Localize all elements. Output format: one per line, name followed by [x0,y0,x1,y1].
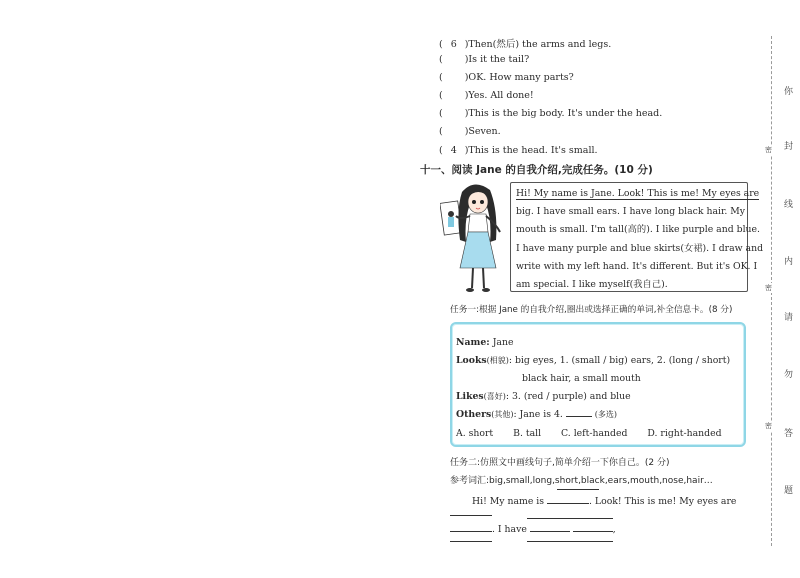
likes-label: Likes [456,391,484,402]
writing-line-left [450,515,492,516]
margin-char: 请 [784,313,794,323]
paren-open: ( [439,145,443,156]
margin-char: 线 [784,200,794,210]
list-item [439,108,662,119]
paren-open: ( [439,54,443,65]
looks-cn: (相貌) [486,356,509,365]
margin-char: 勿 [784,370,794,380]
margin-mark: 密 [765,284,772,292]
sentence-comma: , [612,524,616,535]
list-item [439,72,574,83]
others-note: (多选) [594,410,618,419]
reading-line [516,185,760,203]
reading-line: am special. I like myself(我自己). [516,279,668,291]
task2-vocab: 参考词汇:big,small,long,short,black,ears,mouth,nose,hair… [450,476,713,486]
drawing-body [448,217,454,227]
option-d[interactable]: D. right-handed [647,428,722,439]
answer-blank[interactable] [566,416,592,417]
girl-illustration [440,180,510,298]
looks-choices[interactable]: : big eyes, 1. (small / big) ears, 2. (long / short) [508,355,731,366]
girl-eye-right [480,200,484,204]
looks-label: Looks [456,355,487,366]
writing-line-mid [527,518,613,519]
margin-mark: 密 [765,422,772,430]
option-c[interactable]: C. left-handed [561,428,628,439]
name-blank[interactable] [547,503,589,504]
list-item [439,54,529,65]
girl-top [468,214,488,232]
girl-shoe-right [482,288,490,292]
list-item [439,36,611,50]
order-sentence: )OK. How many parts? [464,72,574,83]
reading-passage [510,182,764,292]
writing-line-upper [557,489,599,490]
task2-sentence-1 [472,496,736,507]
sentence-end: . Look! This is me! My eyes are [589,496,737,507]
likes-cn: (喜好) [483,392,506,401]
order-sentence: )This is the head. It's small. [464,145,598,156]
order-sentence: )This is the big body. It's under the head. [464,108,663,119]
order-sentence: )Yes. All done! [464,90,534,101]
girl-leg-left [472,268,473,288]
task2-sentence-2 [450,524,616,535]
eyes-blank[interactable] [450,531,492,532]
margin-char: 封 [784,142,794,152]
girl-leg-right [483,268,484,288]
sentence-start: Hi! My name is [472,496,545,507]
name-value: Jane [492,337,514,348]
task2-prompt: 任务二:仿照文中画线句子,简单介绍一下你自己。(2 分) [450,458,670,468]
margin-char: 题 [784,486,794,496]
sentence-mid: . I have [492,524,527,535]
order-sentence: )Then(然后) the arms and legs. [464,39,612,50]
option-a[interactable]: A. short [456,428,494,439]
info-card [450,322,746,447]
others-label: Others [456,409,492,420]
task1-prompt: 任务一:根据 Jane 的自我介绍,圈出或选择正确的单词,补全信息卡。(8 分) [450,305,733,315]
paren-open: ( [439,126,443,137]
card-others-row [456,409,617,420]
card-looks-row-2: black hair, a small mouth [522,373,641,384]
order-answer[interactable]: 6 [450,39,457,50]
card-name-row [456,337,513,348]
margin-char: 答 [784,429,794,439]
option-b[interactable]: B. tall [513,428,542,439]
margin-mark: 密 [765,146,772,154]
likes-choices[interactable]: : 3. (red / purple) and blue [505,391,631,402]
reading-line: write with my left hand. It's different. But it's OK. I [516,260,758,272]
reading-line: I have many purple and blue skirts(女裙). I draw and [516,242,764,254]
paren-open: ( [439,39,443,50]
drawing-face [448,211,454,217]
have-blank-2[interactable] [573,531,613,532]
others-cn: (其他) [491,410,514,419]
writing-line-bottom-2 [527,541,613,542]
card-looks-row [456,355,730,366]
girl-shoe-left [466,288,474,292]
section-title: 十一、阅读 Jane 的自我介绍,完成任务。(10 分) [420,164,653,176]
have-blank-1[interactable] [530,531,570,532]
underlined-sentence: Hi! My name is Jane. Look! This is me! My eyes are [516,188,760,199]
list-item [439,90,534,101]
girl-eye-left [472,200,476,204]
paren-open: ( [439,72,443,83]
writing-line-bottom [450,541,492,542]
margin-char: 内 [784,257,794,267]
paren-open: ( [439,90,443,101]
order-answer[interactable]: 4 [450,145,457,156]
margin-char: 你 [784,87,794,97]
name-label: Name: [456,337,490,348]
others-text: : Jane is 4. [513,409,563,420]
reading-line: mouth is small. I'm tall(高的). I like purple and blue. [516,224,760,236]
list-item [439,126,501,137]
paren-open: ( [439,108,443,119]
card-options-row [456,428,722,439]
order-sentence: )Is it the tail? [464,54,530,65]
reading-line: big. I have small ears. I have long black hair. My [516,206,746,218]
order-sentence: )Seven. [464,126,501,137]
list-item [439,145,598,156]
card-likes-row [456,391,631,402]
